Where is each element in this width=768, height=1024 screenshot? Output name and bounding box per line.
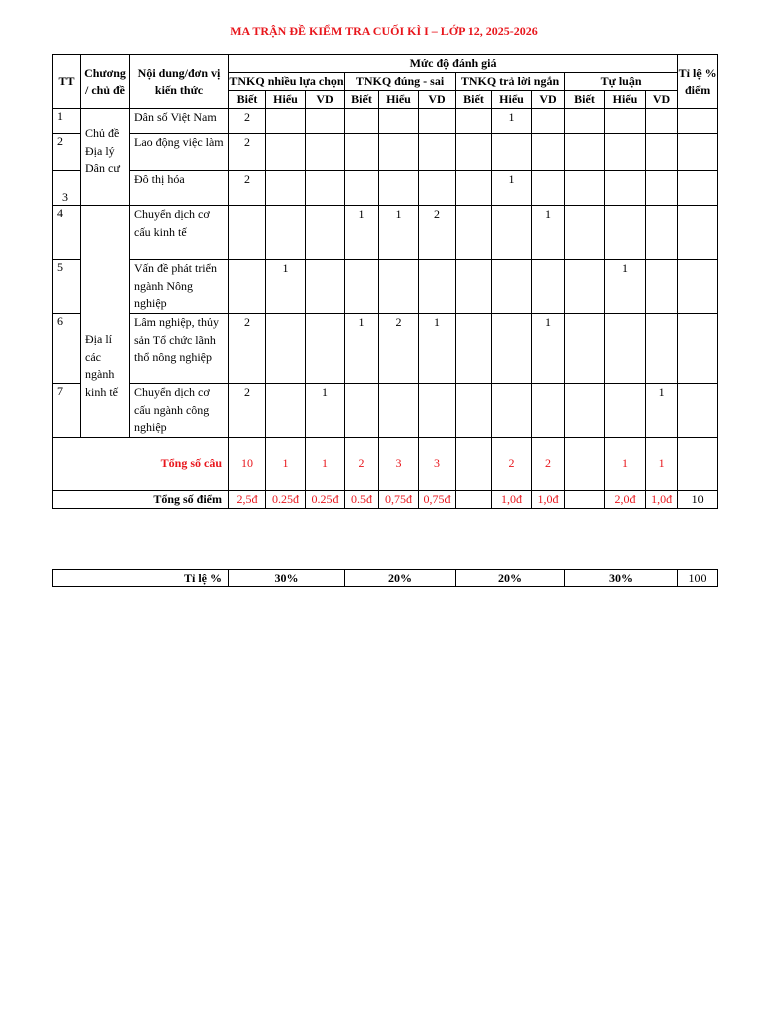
count-cell: [646, 260, 678, 314]
table-row: [53, 314, 718, 384]
score-ratio-cell: [678, 171, 718, 206]
count-cell: [565, 134, 605, 171]
count-cell: 2: [229, 384, 266, 438]
count-cell: [419, 171, 456, 206]
header-level: Biết: [345, 91, 379, 109]
total-score-cell: 2,5đ: [229, 490, 266, 508]
count-cell: 2: [229, 171, 266, 206]
assessment-matrix-table: [52, 54, 718, 509]
ratio-value-short-answer: 20%: [456, 570, 565, 587]
row-number: 2: [53, 134, 81, 171]
count-cell: 1: [532, 314, 565, 384]
count-cell: [266, 384, 306, 438]
total-questions-cell: 1: [266, 437, 306, 490]
count-cell: 1: [306, 384, 345, 438]
total-questions-cell: 1: [605, 437, 646, 490]
header-content: Nội dung/đơn vị kiến thức: [130, 55, 229, 109]
score-ratio-cell: [678, 260, 718, 314]
count-cell: 1: [492, 171, 532, 206]
row-number: 1: [53, 109, 81, 134]
count-cell: [646, 314, 678, 384]
content-cell: Vấn đề phát triển ngành Nông nghiệp: [130, 260, 229, 314]
topic-cell: Địa lí các ngành kinh tế: [81, 206, 130, 438]
count-cell: [532, 260, 565, 314]
header-level: VD: [306, 91, 345, 109]
count-cell: 1: [492, 109, 532, 134]
count-cell: [266, 171, 306, 206]
count-cell: [605, 384, 646, 438]
content-cell: Lao động việc làm: [130, 134, 229, 171]
header-level: Hiểu: [492, 91, 532, 109]
count-cell: [456, 314, 492, 384]
total-questions-label: Tổng số câu: [53, 437, 229, 490]
header-score-ratio: Tỉ lệ % điểm: [678, 55, 718, 109]
score-ratio-cell: [678, 206, 718, 260]
header-level: VD: [419, 91, 456, 109]
header-level: Hiểu: [379, 91, 419, 109]
total-questions-cell: [565, 437, 605, 490]
count-cell: [345, 171, 379, 206]
content-cell: Đô thị hóa: [130, 171, 229, 206]
count-cell: 1: [646, 384, 678, 438]
total-score-cell: 0,75đ: [379, 490, 419, 508]
total-questions-cell: 3: [419, 437, 456, 490]
count-cell: [456, 171, 492, 206]
ratio-table: [52, 569, 718, 587]
count-cell: [306, 134, 345, 171]
total-questions-ratio-cell: [678, 437, 718, 490]
count-cell: [266, 109, 306, 134]
count-cell: [266, 206, 306, 260]
count-cell: [229, 260, 266, 314]
count-cell: [565, 384, 605, 438]
count-cell: [605, 206, 646, 260]
count-cell: [266, 314, 306, 384]
total-score-cell: [456, 490, 492, 508]
count-cell: [266, 134, 306, 171]
header-level: Biết: [229, 91, 266, 109]
total-questions-cell: 1: [646, 437, 678, 490]
total-questions-cell: [456, 437, 492, 490]
count-cell: 1: [532, 206, 565, 260]
score-ratio-cell: [678, 134, 718, 171]
count-cell: [565, 314, 605, 384]
total-score-label: Tổng số điểm: [53, 490, 229, 508]
header-group-true-false: TNKQ đúng - sai: [345, 73, 456, 91]
count-cell: [419, 109, 456, 134]
count-cell: [456, 206, 492, 260]
count-cell: [646, 109, 678, 134]
header-group-mcq: TNKQ nhiều lựa chọn: [229, 73, 345, 91]
count-cell: [419, 260, 456, 314]
count-cell: 2: [229, 314, 266, 384]
table-row: [53, 206, 718, 260]
count-cell: [456, 109, 492, 134]
count-cell: [532, 134, 565, 171]
total-score-cell: 1,0đ: [492, 490, 532, 508]
total-score-cell: 0.25đ: [306, 490, 345, 508]
page-title: MA TRẬN ĐỀ KIỂM TRA CUỐI KÌ I – LỚP 12, 2025-2026: [230, 24, 538, 38]
header-group-essay: Tự luận: [565, 73, 678, 91]
count-cell: [345, 384, 379, 438]
count-cell: 2: [379, 314, 419, 384]
content-cell: Dân số Việt Nam: [130, 109, 229, 134]
count-cell: 2: [229, 109, 266, 134]
row-number: 5: [53, 260, 81, 314]
total-score-sum: 10: [678, 490, 718, 508]
count-cell: [492, 260, 532, 314]
count-cell: 1: [345, 206, 379, 260]
count-cell: [345, 260, 379, 314]
ratio-value-essay: 30%: [565, 570, 678, 587]
row-number: 4: [53, 206, 81, 260]
count-cell: 1: [605, 260, 646, 314]
header-level: VD: [532, 91, 565, 109]
total-score-cell: 0,75đ: [419, 490, 456, 508]
table-row: [53, 384, 718, 438]
total-score-cell: 0.5đ: [345, 490, 379, 508]
content-cell: Chuyển dịch cơ cấu ngành công nghiệp: [130, 384, 229, 438]
count-cell: [532, 171, 565, 206]
total-score-cell: 0.25đ: [266, 490, 306, 508]
count-cell: [379, 171, 419, 206]
table-row: [53, 171, 718, 206]
count-cell: [492, 206, 532, 260]
count-cell: [456, 260, 492, 314]
count-cell: [379, 109, 419, 134]
count-cell: [605, 109, 646, 134]
count-cell: [379, 384, 419, 438]
count-cell: 1: [419, 314, 456, 384]
count-cell: [345, 109, 379, 134]
count-cell: [492, 314, 532, 384]
count-cell: 1: [379, 206, 419, 260]
ratio-label: Tỉ lệ %: [53, 570, 229, 587]
topic-cell: Chủ đề Địa lý Dân cư: [81, 109, 130, 206]
ratio-value-true-false: 20%: [345, 570, 456, 587]
total-score-cell: [565, 490, 605, 508]
count-cell: [306, 260, 345, 314]
ratio-total: 100: [678, 570, 718, 587]
header-chapter: Chương / chủ đề: [81, 55, 130, 109]
total-questions-cell: 10: [229, 437, 266, 490]
header-level: Biết: [565, 91, 605, 109]
count-cell: [306, 206, 345, 260]
total-questions-cell: 2: [532, 437, 565, 490]
count-cell: [492, 384, 532, 438]
ratio-value-mcq: 30%: [229, 570, 345, 587]
count-cell: [229, 206, 266, 260]
total-score-cell: 1,0đ: [646, 490, 678, 508]
table-row: [53, 134, 718, 171]
count-cell: [345, 134, 379, 171]
total-questions-cell: 2: [345, 437, 379, 490]
count-cell: [379, 260, 419, 314]
count-cell: [306, 171, 345, 206]
count-cell: [419, 384, 456, 438]
count-cell: [532, 384, 565, 438]
total-score-cell: 2,0đ: [605, 490, 646, 508]
header-level: VD: [646, 91, 678, 109]
row-number: 7: [53, 384, 81, 438]
score-ratio-cell: [678, 314, 718, 384]
header-level: Hiểu: [266, 91, 306, 109]
count-cell: [605, 314, 646, 384]
count-cell: [456, 134, 492, 171]
count-cell: [565, 260, 605, 314]
table-row: [53, 260, 718, 314]
table-row: [53, 109, 718, 134]
score-ratio-cell: [678, 109, 718, 134]
count-cell: [646, 171, 678, 206]
count-cell: [646, 206, 678, 260]
total-questions-cell: 3: [379, 437, 419, 490]
header-assessment-level: Mức độ đánh giá: [229, 55, 678, 73]
count-cell: [456, 384, 492, 438]
header-tt: TT: [53, 55, 81, 109]
count-cell: 2: [229, 134, 266, 171]
total-questions-cell: 2: [492, 437, 532, 490]
count-cell: [379, 134, 419, 171]
count-cell: [532, 109, 565, 134]
total-questions-cell: 1: [306, 437, 345, 490]
count-cell: [306, 109, 345, 134]
content-cell: Chuyển dịch cơ cấu kinh tế: [130, 206, 229, 260]
count-cell: [646, 134, 678, 171]
count-cell: [565, 109, 605, 134]
count-cell: 1: [266, 260, 306, 314]
content-cell: Lâm nghiệp, thủy sản Tổ chức lãnh thổ nông nghiệp: [130, 314, 229, 384]
row-number: 3: [53, 171, 81, 206]
header-group-short-answer: TNKQ trả lời ngắn: [456, 73, 565, 91]
count-cell: [605, 134, 646, 171]
total-score-cell: 1,0đ: [532, 490, 565, 508]
count-cell: [605, 171, 646, 206]
count-cell: [565, 171, 605, 206]
row-number: 6: [53, 314, 81, 384]
count-cell: [306, 314, 345, 384]
header-level: Hiểu: [605, 91, 646, 109]
header-level: Biết: [456, 91, 492, 109]
count-cell: 2: [419, 206, 456, 260]
count-cell: 1: [345, 314, 379, 384]
count-cell: [492, 134, 532, 171]
count-cell: [419, 134, 456, 171]
score-ratio-cell: [678, 384, 718, 438]
count-cell: [565, 206, 605, 260]
